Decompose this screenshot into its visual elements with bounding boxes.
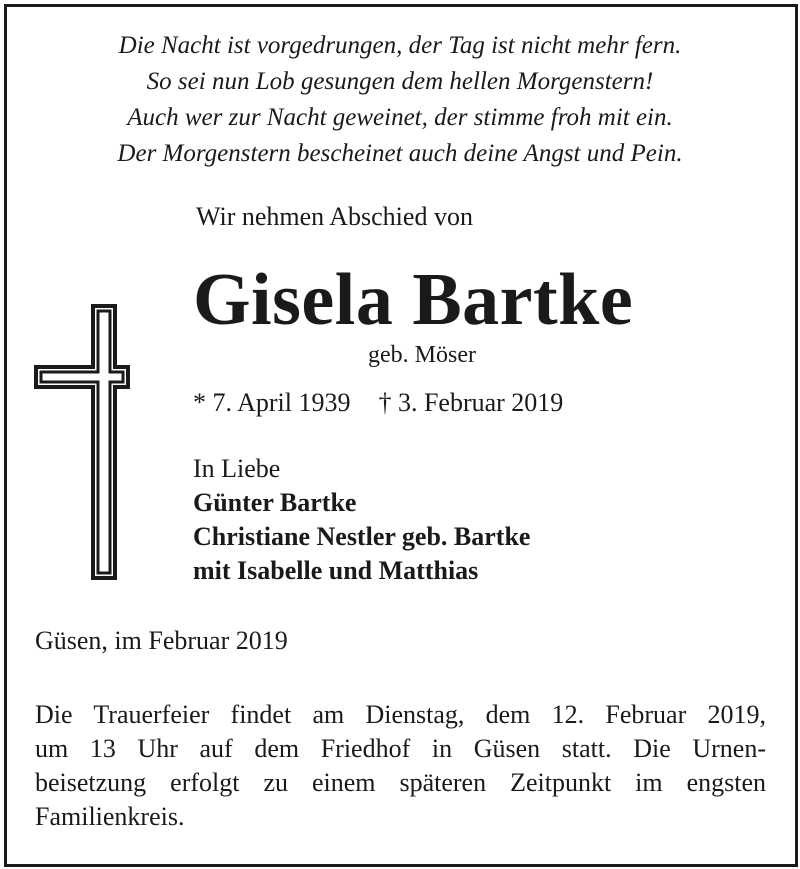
mourner-name: mit Isabelle und Matthias — [193, 556, 479, 585]
funeral-line: Familienkreis. — [35, 802, 185, 831]
poem-line: Die Nacht ist vorgedrungen, der Tag ist nicht mehr fern. — [118, 32, 682, 59]
funeral-line: Die Trauerfeier findet am Dienstag, dem 12. Februar 2019, — [35, 700, 766, 729]
mourners-intro: In Liebe — [193, 454, 281, 483]
mourners-block — [193, 452, 530, 588]
deceased-name: Gisela Bartke — [193, 259, 634, 341]
latin-cross-icon — [34, 304, 130, 585]
mourner-name: Christiane Nestler geb. Bartke — [193, 522, 531, 551]
funeral-line: um 13 Uhr auf dem Friedhof in Güsen statt. Die Urnen- — [35, 734, 766, 763]
birth-date: * 7. April 1939 — [193, 388, 351, 417]
place-and-date: Güsen, im Februar 2019 — [35, 626, 288, 655]
mourner-name: Günter Bartke — [193, 488, 357, 517]
farewell-intro: Wir nehmen Abschied von — [196, 202, 473, 231]
funeral-notice — [35, 698, 766, 834]
poem-verse — [0, 28, 800, 172]
poem-line: Der Morgenstern bescheinet auch deine Angst und Pein. — [117, 140, 683, 167]
funeral-line: beisetzung erfolgt zu einem späteren Zeitpunkt im engsten — [35, 768, 766, 797]
life-dates — [193, 386, 563, 420]
birth-name: geb. Möser — [368, 342, 476, 368]
death-date: † 3. Februar 2019 — [378, 388, 564, 417]
poem-line: So sei nun Lob gesungen dem hellen Morgenstern! — [146, 68, 654, 95]
poem-line: Auch wer zur Nacht geweinet, der stimme froh mit ein. — [127, 104, 673, 131]
